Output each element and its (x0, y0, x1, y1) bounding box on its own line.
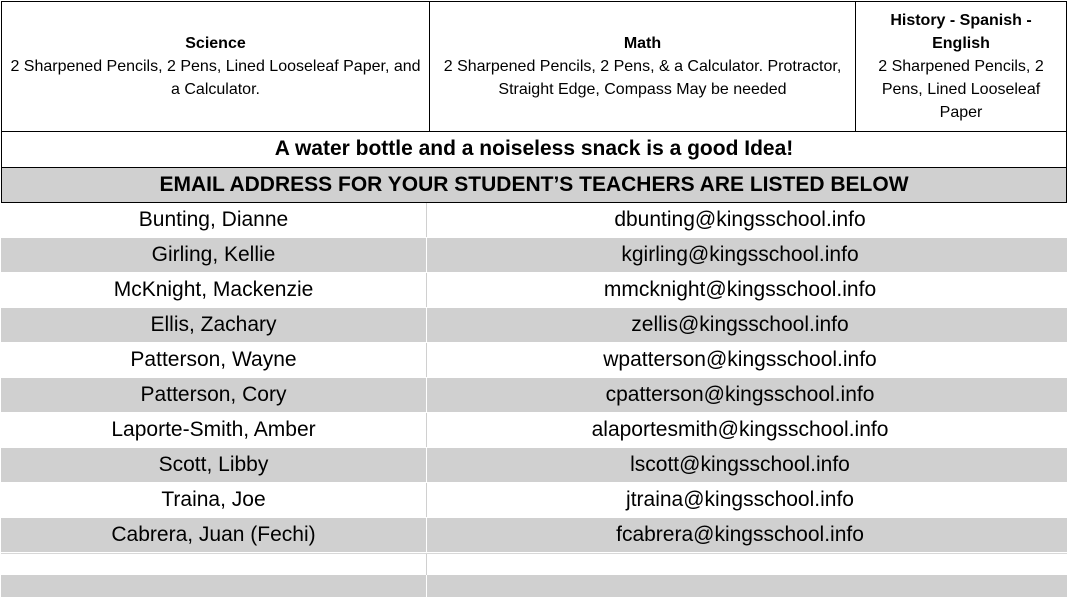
empty-row (1, 553, 1067, 575)
teacher-email[interactable]: mmcknight@kingsschool.info (603, 278, 877, 301)
teacher-email[interactable]: dbunting@kingsschool.info (614, 208, 866, 231)
teacher-name: Patterson, Wayne (1, 343, 427, 377)
teacher-email[interactable]: fcabrera@kingsschool.info (616, 523, 864, 546)
teacher-row (1, 483, 1067, 518)
subject-title: Math (623, 35, 662, 52)
subject-title: History - Spanish - English (890, 12, 1032, 52)
snack-note: A water bottle and a noiseless snack is a good Idea! (1, 131, 1067, 168)
email-list-heading: EMAIL ADDRESS FOR YOUR STUDENT’S TEACHERS ARE LISTED BELOW (1, 167, 1067, 203)
teacher-email[interactable]: cpatterson@kingsschool.info (605, 383, 875, 406)
teacher-row (1, 308, 1067, 343)
subject-supplies: 2 Sharpened Pencils, 2 Pens, Lined Looseleaf Paper (878, 58, 1044, 121)
teacher-email[interactable]: kgirling@kingsschool.info (621, 243, 859, 266)
teacher-row (1, 203, 1067, 238)
teacher-name: McKnight, Mackenzie (1, 273, 427, 307)
teacher-name: Laporte-Smith, Amber (1, 413, 427, 447)
teacher-name: Traina, Joe (1, 483, 427, 517)
teacher-name: Girling, Kellie (1, 238, 427, 272)
teacher-email[interactable]: jtraina@kingsschool.info (626, 488, 854, 511)
supplies-cell-history-spanish-english (855, 2, 1066, 131)
teacher-row (1, 413, 1067, 448)
subject-supplies: 2 Sharpened Pencils, 2 Pens, & a Calculator. Protractor, Straight Edge, Compass May be needed (443, 58, 842, 98)
empty-cell (1, 575, 427, 597)
empty-cell (427, 575, 1067, 597)
teacher-email[interactable]: wpatterson@kingsschool.info (603, 348, 877, 371)
teacher-name: Cabrera, Juan (Fechi) (1, 518, 427, 552)
teacher-name: Ellis, Zachary (1, 308, 427, 342)
supplies-table (1, 1, 1067, 132)
teacher-name: Bunting, Dianne (1, 203, 427, 237)
teacher-row (1, 448, 1067, 483)
teacher-name: Scott, Libby (1, 448, 427, 482)
teacher-name: Patterson, Cory (1, 378, 427, 412)
subject-title: Science (185, 35, 246, 52)
teacher-row (1, 273, 1067, 308)
subject-supplies: 2 Sharpened Pencils, 2 Pens, Lined Looseleaf Paper, and a Calculator. (10, 58, 421, 98)
supplies-cell-math (429, 2, 855, 131)
empty-cell (427, 554, 1067, 575)
teacher-row (1, 378, 1067, 413)
teacher-email[interactable]: lscott@kingsschool.info (630, 453, 850, 476)
teacher-email[interactable]: alaportesmith@kingsschool.info (591, 418, 889, 441)
teacher-row (1, 238, 1067, 273)
teacher-row (1, 518, 1067, 553)
teacher-row (1, 343, 1067, 378)
empty-row (1, 575, 1067, 597)
teacher-email-list (1, 203, 1067, 597)
supplies-cell-science (2, 2, 429, 131)
empty-cell (1, 554, 427, 575)
teacher-email[interactable]: zellis@kingsschool.info (631, 313, 849, 336)
